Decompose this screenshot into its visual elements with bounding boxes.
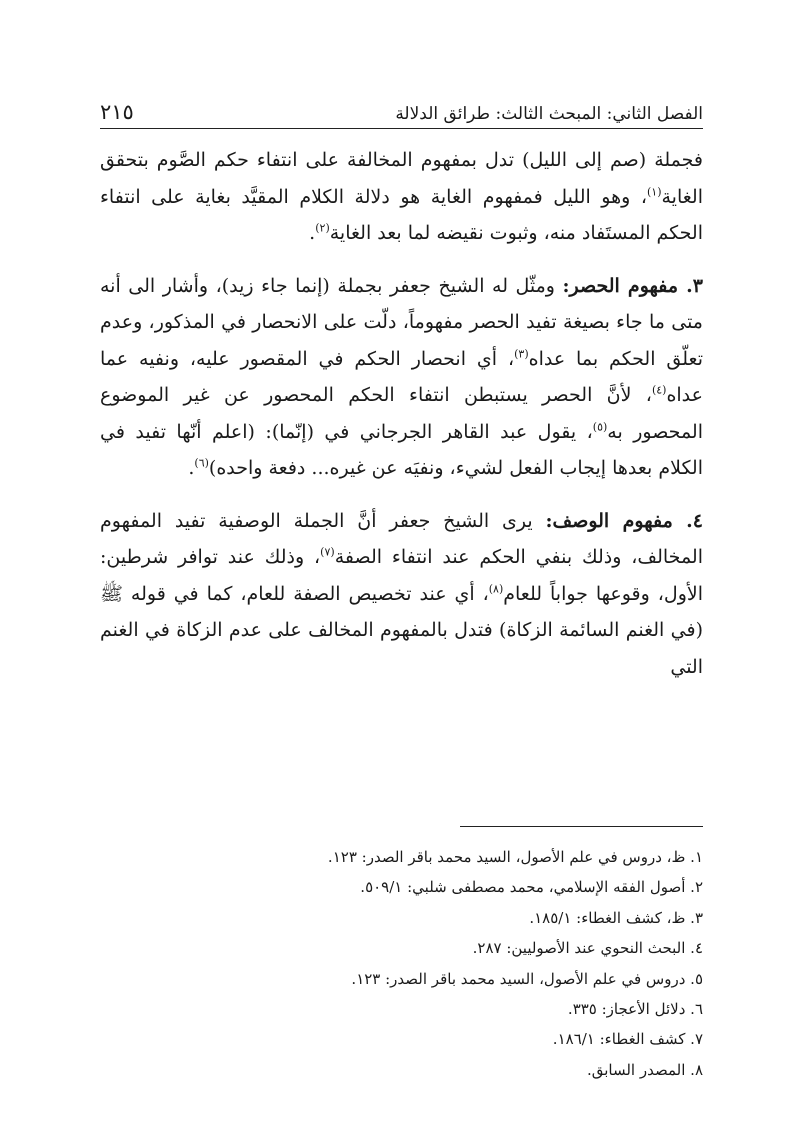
text-span: . xyxy=(188,457,195,479)
footnotes-list xyxy=(100,842,703,1085)
footnote-item: ٣. ظ، كشف الغطاء: ١٨٥/١. xyxy=(529,908,703,927)
footnote-ref[interactable]: (٣) xyxy=(514,347,529,361)
paragraph-hasr xyxy=(100,268,703,487)
footnote-separator xyxy=(460,826,703,827)
chapter-title: الفصل الثاني: المبحث الثالث: طرائق الدلالة xyxy=(395,104,703,124)
footnote-item: ٤. البحث النحوي عند الأصوليين: ٢٨٧. xyxy=(472,939,703,958)
section-term: ٣. مفهوم الحصر: xyxy=(562,274,703,297)
footnote-ref[interactable]: (٧) xyxy=(320,545,335,559)
footnote-item: ٢. أصول الفقه الإسلامي، محمد مصطفى شلبي: ٥٠٩/١. xyxy=(360,878,703,897)
text-span: يرى الشيخ جعفر أنَّ الجملة الوصفية تفيد المفهوم المخالف، وذلك بنفي الحكم عند انتفاء الصفة xyxy=(100,509,703,568)
footnote-item: ١. ظ، دروس في علم الأصول، السيد محمد باقر الصدر: ١٢٣. xyxy=(327,848,703,866)
text-span: ، أي انحصار الحكم في المقصور عليه، ونفيه عما عداه xyxy=(100,347,703,406)
footnote-ref[interactable]: (٥) xyxy=(592,420,608,434)
footnote-ref[interactable]: (٤) xyxy=(651,383,667,397)
text-span: ومثّل له الشيخ جعفر بجملة (إنما جاء زيد)، وأشار الى أنه متى ما جاء بصيغة تفيد الحصر مفهوماً، دلّت على الانحصار في المذكور، وعدم تعلّق الحكم بما عداه xyxy=(100,274,703,370)
footnote-ref[interactable]: (٢) xyxy=(315,221,330,235)
paragraph-wasf xyxy=(100,503,703,686)
footnote-item: ٨. المصدر السابق. xyxy=(586,1060,703,1079)
running-header xyxy=(100,88,703,129)
text-span: . xyxy=(309,222,316,244)
footnote-item: ٥. دروس في علم الأصول، السيد محمد باقر الصدر: ١٢٣. xyxy=(351,969,703,988)
text-span: ، وهو الليل فمفهوم الغاية هو دلالة الكلام المقيَّد بغاية على انتفاء الحكم المستَفاد منه، وثبوت نقيضه لما بعد الغاية xyxy=(100,185,703,244)
footnote-ref[interactable]: (١) xyxy=(646,185,662,199)
text-span: ، يقول عبد القاهر الجرجاني في (إنّما): (اعلم أنّها تفيد في الكلام بعدها إيجاب الفعل لشيء، ونفيَه عن غيره... دفعة واحده) xyxy=(100,420,703,479)
section-term: ٤. مفهوم الوصف: xyxy=(545,509,703,532)
footnote-ref[interactable]: (٦) xyxy=(194,456,209,470)
footnote-ref[interactable]: (٨) xyxy=(488,582,504,596)
body-text xyxy=(100,142,703,701)
text-span: فجملة (صم إلى الليل) تدل بمفهوم المخالفة على انتفاء حكم الصَّوم بتحقق الغاية xyxy=(100,149,703,208)
paragraph-gaya-conclusion xyxy=(100,142,703,252)
page-number: ٢١٥ xyxy=(100,100,134,124)
text-span: ، أي عند تخصيص الصفة للعام، كما في قوله ﷺ (في الغنم السائمة الزكاة) فتدل بالمفهوم المخالف على عدم الزكاة في الغنم التي xyxy=(100,582,703,678)
footnote-item: ٧. كشف الغطاء: ١٨٦/١. xyxy=(552,1030,703,1049)
footnote-item: ٦. دلائل الأعجاز: ٣٣٥. xyxy=(567,1000,703,1019)
text-span: ، لأنَّ الحصر يستبطن انتفاء الحكم المحصور عن غير الموضوع المحصور به xyxy=(100,384,703,443)
text-span: ، وذلك عند توافر شرطين: الأول، وقوعها جواباً للعام xyxy=(100,546,703,605)
